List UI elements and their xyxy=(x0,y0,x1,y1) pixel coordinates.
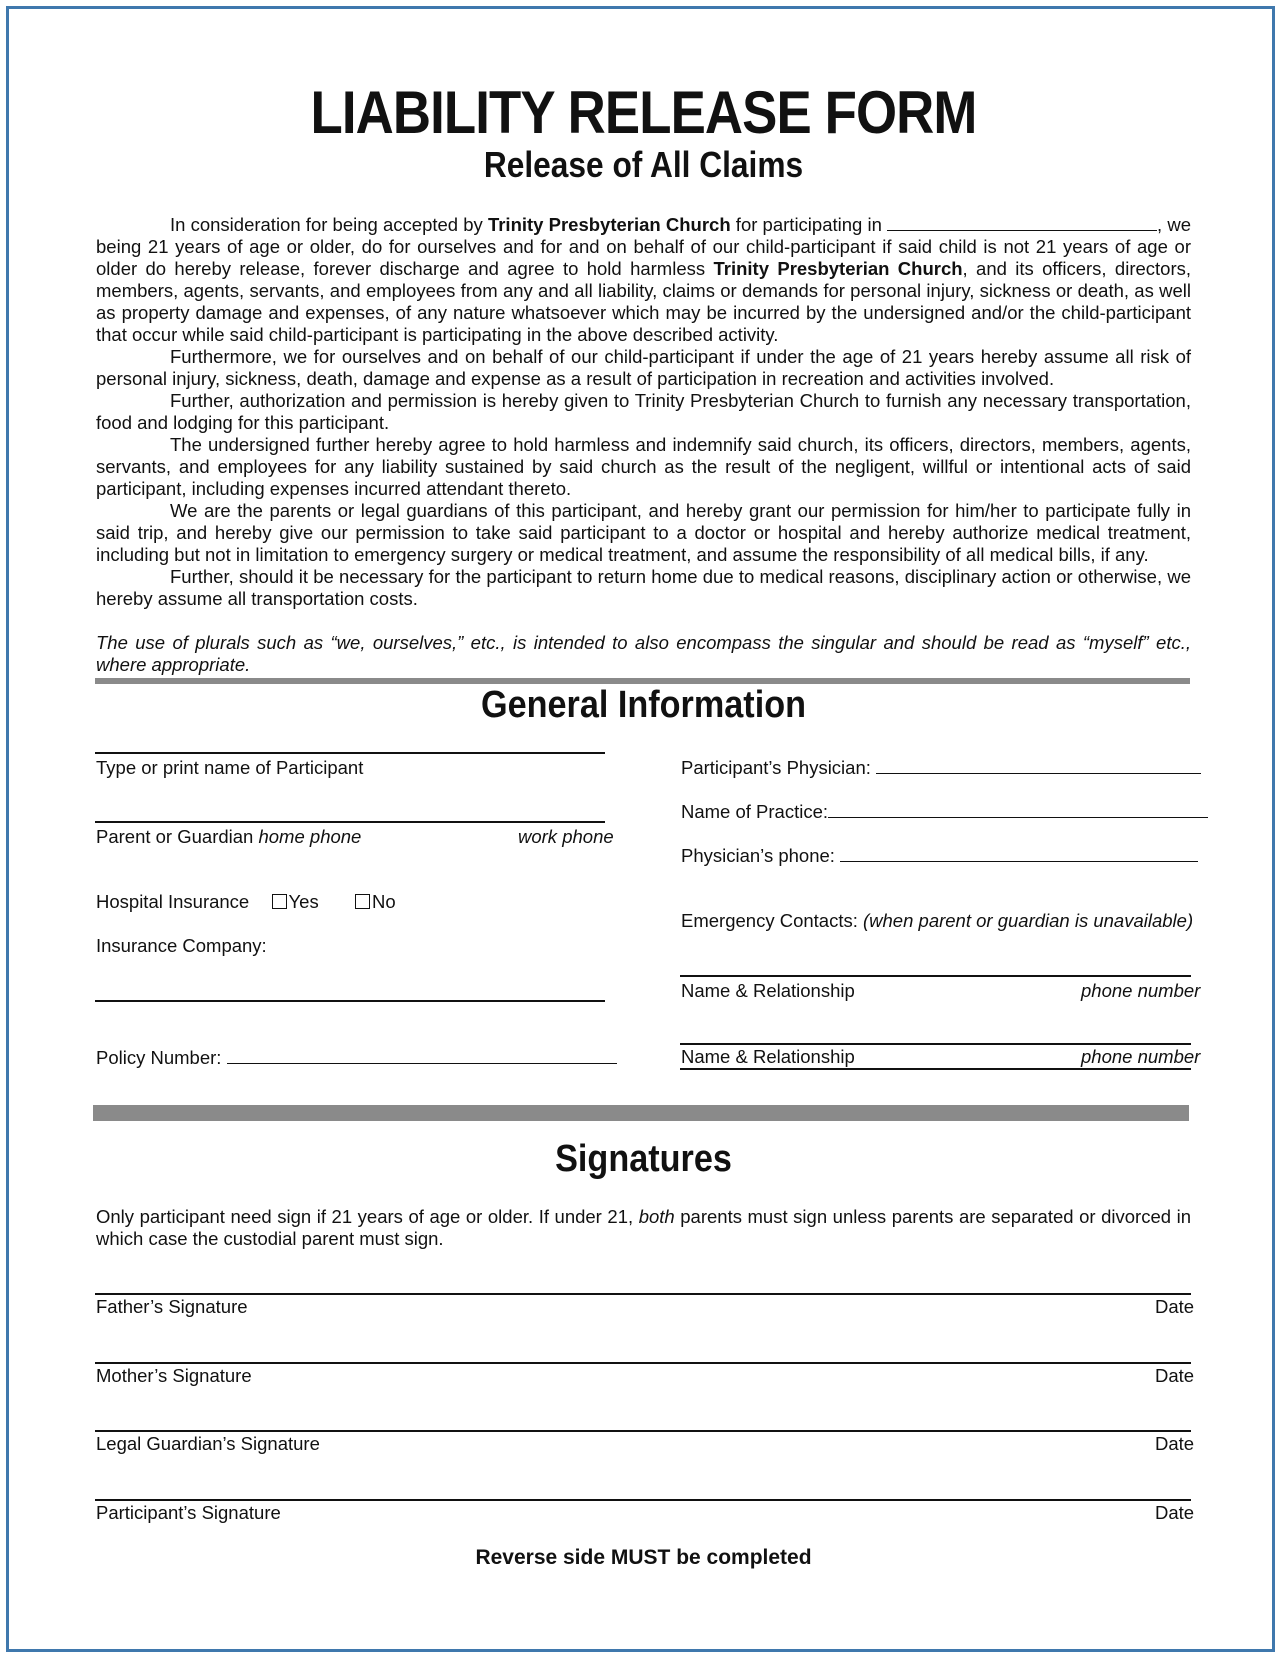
physician-phone-label: Physician’s phone: xyxy=(681,845,835,866)
parent-phone-line[interactable] xyxy=(95,821,605,823)
policy-number-field[interactable] xyxy=(227,1047,617,1064)
reverse-side-note: Reverse side MUST be completed xyxy=(475,1546,812,1569)
section-divider-thick xyxy=(93,1105,1189,1121)
church-name: Trinity Presbyterian Church xyxy=(487,214,731,235)
emergency-2-phone-label xyxy=(1081,1046,1200,1068)
emergency-contact-2-underline xyxy=(680,1068,1191,1070)
participant-name-line[interactable] xyxy=(95,752,605,754)
parent-phone-label xyxy=(96,826,361,848)
father-signature-label: Father’s Signature xyxy=(96,1296,248,1317)
mother-date-label: Date xyxy=(1155,1365,1195,1386)
emergency-note-text: (when parent or guardian is unavailable) xyxy=(863,910,1194,931)
participant-name-label: Type or print name of Participant xyxy=(96,757,364,778)
father-signature-line[interactable] xyxy=(95,1293,1191,1295)
practice-label: Name of Practice: xyxy=(681,801,829,822)
participant-signature-line[interactable] xyxy=(95,1499,1191,1501)
insurance-no-checkbox[interactable] xyxy=(355,894,370,909)
practice-field[interactable] xyxy=(828,801,1208,818)
work-phone-text: work phone xyxy=(518,826,614,847)
p5-text: We are the parents or legal guardians of this participant, and hereby grant our permission for him/her to participate fully in said trip, and hereby give our permission to take said participant to a doctor or hospital and hereby authorize medical treatment, including but not in limitation to emergency surgery or medical treatment, and assume the responsibility of all medical bills, if any. xyxy=(96,500,1191,565)
physician-label: Participant’s Physician: xyxy=(681,757,871,778)
mother-signature-label: Mother’s Signature xyxy=(96,1365,252,1386)
emergency-1-phone-label xyxy=(1081,980,1200,1002)
release-paragraph-2 xyxy=(96,346,1191,390)
participant-signature-label: Participant’s Signature xyxy=(96,1502,281,1523)
signature-instructions xyxy=(96,1206,1191,1250)
participant-date-label: Date xyxy=(1155,1502,1195,1523)
guardian-signature-label: Legal Guardian’s Signature xyxy=(96,1433,320,1454)
church-name: Trinity Presbyterian Church xyxy=(713,258,963,279)
guardian-date-label: Date xyxy=(1155,1433,1195,1454)
father-date-label: Date xyxy=(1155,1296,1195,1317)
p1-text-d: , and its officers, directors, members, agents, servants, and employees from any and all liability, claims or demands for personal injury, sickness or death, as well as property damage and expenses, of any nature whatsoever which may be incurred by the undersigned and/or the child-participant that occur while said child-participant is participating in the above described activity. xyxy=(96,258,1191,345)
emergency-1-name-label: Name & Relationship xyxy=(681,980,855,1001)
release-paragraph-1 xyxy=(96,214,1191,346)
emergency-contacts-label xyxy=(681,910,1193,932)
signatures-heading: Signatures xyxy=(555,1138,732,1180)
activity-blank[interactable] xyxy=(887,214,1157,231)
phone-number-text: phone number xyxy=(1081,1046,1201,1067)
p2-text: Furthermore, we for ourselves and on behalf of our child-participant if under the age of 21 years hereby assume all risk of personal injury, sickness, death, damage and expense as a result of participation in recreation and activities involved. xyxy=(96,346,1191,389)
emergency-2-name-label: Name & Relationship xyxy=(681,1046,855,1067)
general-info-heading: General Information xyxy=(481,684,806,726)
guardian-signature-line[interactable] xyxy=(95,1430,1191,1432)
physician-field[interactable] xyxy=(876,757,1201,774)
physician-phone-row xyxy=(681,845,1198,867)
note-both: both xyxy=(638,1206,675,1227)
physician-phone-field[interactable] xyxy=(840,845,1198,862)
emergency-contact-1-line[interactable] xyxy=(680,975,1191,977)
release-paragraph-6 xyxy=(96,566,1191,610)
work-phone-label xyxy=(518,826,614,848)
p1-text-b: for participating in xyxy=(730,214,888,235)
release-paragraph-4 xyxy=(96,434,1191,500)
insurance-no-label: No xyxy=(371,891,396,912)
emergency-text: Emergency Contacts: xyxy=(681,910,863,931)
insurance-yes-label: Yes xyxy=(288,891,319,912)
p6-text: Further, should it be necessary for the participant to return home due to medical reasons, disciplinary action or otherwise, we hereby assume all transportation costs. xyxy=(96,566,1191,609)
p1-text-a: In consideration for being accepted by xyxy=(170,214,488,235)
emergency-contact-2-line[interactable] xyxy=(680,1043,1191,1045)
insurance-company-line[interactable] xyxy=(95,1000,605,1002)
policy-number-label: Policy Number: xyxy=(96,1047,222,1068)
hospital-insurance-row xyxy=(96,891,396,913)
p1-text-c: , we being 21 years of age or older, do for ourselves and for and on behalf of our child-participant if said child is not 21 years of age or older do hereby release, forever discharge and agree to hold harmless xyxy=(96,214,1192,279)
form-title: LIABILITY RELEASE FORM xyxy=(310,79,977,146)
p4-text: The undersigned further hereby agree to hold harmless and indemnify said church, its officers, directors, members, agents, servants, and employees for any liability sustained by said church as the result of the negligent, willful or intentional acts of said participant, including expenses incurred attendant thereto. xyxy=(96,434,1191,499)
note-text-a: Only participant need sign if 21 years of age or older. If under 21, xyxy=(96,1206,639,1227)
hospital-insurance-label: Hospital Insurance xyxy=(96,891,250,912)
physician-row xyxy=(681,757,1201,779)
insurance-yes-checkbox[interactable] xyxy=(272,894,287,909)
plural-note: The use of plurals such as “we, ourselves,” etc., is intended to also encompass the singular and should be read as “myself” etc., where appropriate. xyxy=(96,632,1191,675)
note-text-b: parents must sign unless parents are separated or divorced in which case the custodial parent must sign. xyxy=(96,1206,1191,1249)
p3-text: Further, authorization and permission is hereby given to Trinity Presbyterian Church to furnish any necessary transportation, food and lodging for this participant. xyxy=(96,390,1191,433)
practice-row xyxy=(681,801,1208,823)
mother-signature-line[interactable] xyxy=(95,1362,1191,1364)
release-paragraph-5 xyxy=(96,500,1191,566)
phone-number-text: phone number xyxy=(1081,980,1201,1001)
policy-number-row xyxy=(96,1047,617,1069)
release-paragraph-3 xyxy=(96,390,1191,434)
insurance-company-label: Insurance Company: xyxy=(96,935,267,956)
parent-guardian-text: Parent or Guardian xyxy=(96,826,259,847)
form-subtitle: Release of All Claims xyxy=(483,144,804,185)
home-phone-text: home phone xyxy=(258,826,362,847)
